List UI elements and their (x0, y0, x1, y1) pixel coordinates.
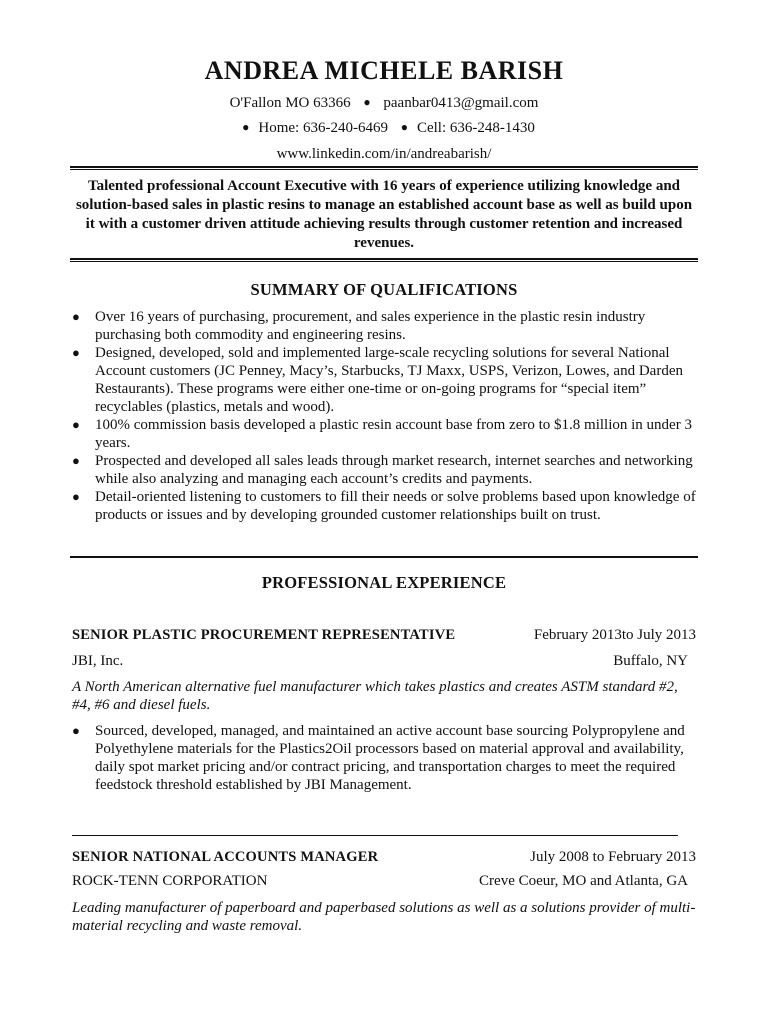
company-description: A North American alternative fuel manufacturer which takes plastics and creates ASTM standard #2, #4, #6 and diesel fuels. (72, 679, 678, 713)
qualifications-list (72, 308, 700, 524)
header-divider (70, 166, 698, 170)
company-name: ROCK-TENN CORPORATION (72, 873, 268, 889)
contact-line-1 (0, 95, 768, 112)
bullet-icon: ● (72, 417, 80, 432)
profile-divider (70, 258, 698, 262)
home-phone: Home: 636-240-6469 (258, 120, 388, 136)
list-item: ● Over 16 years of purchasing, procurement, and sales experience in the plastic resin industry purchasing both commodity and engineering resins. (72, 309, 646, 343)
job-location: Creve Coeur, MO and Atlanta, GA (479, 873, 688, 889)
bullet-separator: ● (242, 120, 250, 134)
bullet-icon: ● (72, 723, 80, 738)
job-dates: July 2008 to February 2013 (530, 849, 696, 865)
job-dates: February 2013to July 2013 (533, 627, 696, 643)
cell-phone: Cell: 636-248-1430 (416, 120, 535, 136)
job-location: Buffalo, NY (613, 653, 688, 669)
location-text: O'Fallon MO 63366 (229, 95, 351, 111)
company-description: Leading manufacturer of paperboard and paperbased solutions as well as a solutions provider of multi-material recycling and waste removal. (72, 900, 696, 934)
email-link[interactable]: paanbar0413@gmail.com (383, 95, 539, 111)
section-title-qualifications: SUMMARY OF QUALIFICATIONS (250, 280, 518, 299)
list-item: ● Detail-oriented listening to customers to fill their needs or solve problems based upon knowledge of products or issues and by developing grounded customer relationships built on trust. (72, 489, 696, 523)
bullet-icon: ● (72, 309, 80, 324)
list-item: ● Prospected and developed all sales leads through market research, internet searches and networking while also analyzing and managing each account’s credits and payments. (72, 453, 693, 487)
contact-line-2 (0, 120, 768, 137)
linkedin-link[interactable]: www.linkedin.com/in/andreabarish/ (276, 146, 492, 162)
list-item: ● Designed, developed, sold and implemented large-scale recycling solutions for several National Account customers (JC Penney, Macy’s, Starbucks, TJ Maxx, USPS, Verizon, Lowes, and Darden Restaurants). These programs were either one-time or on-going programs for “special item” recyclables (plastics, metals and wood). (72, 345, 683, 415)
company-name: JBI, Inc. (72, 653, 124, 669)
bullet-separator: ● (400, 120, 408, 134)
bullet-icon: ● (72, 345, 80, 360)
bullet-icon: ● (72, 489, 80, 504)
list-item: ● 100% commission basis developed a plastic resin account base from zero to $1.8 million in under 3 years. (72, 417, 692, 451)
bullet-separator: ● (363, 95, 371, 109)
job-responsibilities (72, 722, 700, 794)
job-divider (72, 835, 678, 836)
bullet-icon: ● (72, 453, 80, 468)
profile-summary: Talented professional Account Executive with 16 years of experience utilizing knowledge and solution-based sales in plastic resins to manage an established account base as well as build upon it with a customer driven attitude achieving results through customer retention and increased revenues. (75, 178, 693, 251)
candidate-name: ANDREA MICHELE BARISH (204, 56, 564, 85)
job-title: SENIOR PLASTIC PROCUREMENT REPRESENTATIVE (72, 627, 456, 643)
section-title-experience: PROFESSIONAL EXPERIENCE (261, 573, 507, 592)
qualifications-divider (70, 556, 698, 558)
list-item: ● Sourced, developed, managed, and maintained an active account base sourcing Polypropylene and Polyethylene materials for the Plastics2Oil processors based on material approval and availability, daily spot market pricing and/or contract pricing, and transportation charges to meet the required feedstock threshold established by JBI Management. (72, 723, 685, 793)
job-title: SENIOR NATIONAL ACCOUNTS MANAGER (72, 849, 379, 865)
